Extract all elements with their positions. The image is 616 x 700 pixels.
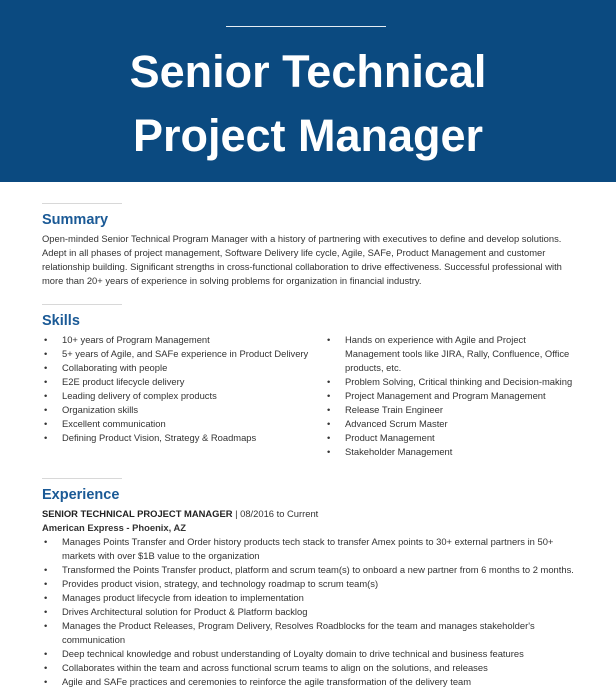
title-line-2: Project Manager (132, 110, 484, 161)
list-item: • Manages product lifecycle from ideation to implementation (42, 591, 582, 605)
job-header (42, 507, 582, 521)
list-item: • Leading delivery of complex products (42, 389, 325, 403)
list-item: • E2E product lifecycle delivery (42, 375, 325, 389)
job-dates: | 08/2016 to Current (232, 508, 319, 519)
section-divider (42, 304, 122, 305)
list-item: • Stakeholder Management (325, 445, 575, 459)
list-item: • Transformed the Points Transfer product, platform and scrum team(s) to onboard a new partner from 6 months to 2 months. (42, 563, 582, 577)
list-item: • Project Management and Program Management (325, 389, 575, 403)
list-item: • Collaborates within the team and across functional scrum teams to align on the solutions, and releases (42, 661, 582, 675)
list-item: • Organization skills (42, 403, 325, 417)
list-item: • Hands on experience with Agile and Project Management tools like JIRA, Rally, Confluence, Office products, etc. (325, 333, 575, 375)
list-item: • Manages the Product Releases, Program Delivery, Resolves Roadblocks for the team and manages stakeholder's communication (42, 619, 582, 647)
list-item: • Advanced Scrum Master (325, 417, 575, 431)
summary-text: Open-minded Senior Technical Program Manager with a history of partnering with executives to define and develop solutions. Adept in all phases of project management, Software Delivery life cycle, Agile, SAFe, Product Management and customer relationship building. Significant strengths in cross-functional collaboration to drive effectiveness. Successful professional with more than 20+ years of experience in solving problems for organization in financial industry. (42, 233, 562, 286)
list-item: • Product Management (325, 431, 575, 445)
company-name: American Express - Phoenix, AZ (42, 522, 186, 533)
experience-heading: Experience (42, 487, 120, 503)
list-item: • Manages Points Transfer and Order history products tech stack to transfer Amex points to 30+ external partners in 50+ markets with over $1B value to the organization (42, 535, 582, 563)
header-rule (226, 26, 386, 27)
resume-header (0, 0, 616, 182)
summary-heading: Summary (42, 212, 109, 228)
skills-heading: Skills (42, 313, 80, 329)
list-item: • Drives Architectural solution for Product & Platform backlog (42, 605, 582, 619)
list-item: • Release Train Engineer (325, 403, 575, 417)
list-item: • Provides product vision, strategy, and technology roadmap to scrum team(s) (42, 577, 582, 591)
skills-right-list (325, 333, 575, 459)
section-divider (42, 203, 122, 204)
section-divider (42, 478, 122, 479)
title-line-1: Senior Technical (129, 46, 487, 97)
list-item: • Collaborating with people (42, 361, 325, 375)
list-item: • Deep technical knowledge and robust understanding of Loyalty domain to drive technical and business features (42, 647, 582, 661)
list-item: • Agile and SAFe practices and ceremonies to reinforce the agile transformation of the delivery team (42, 675, 582, 689)
skills-section (42, 304, 582, 459)
company (42, 521, 582, 535)
page-title (0, 40, 616, 168)
job-title: SENIOR TECHNICAL PROJECT MANAGER (42, 508, 233, 519)
list-item: • Defining Product Vision, Strategy & Roadmaps (42, 431, 325, 445)
skills-left-list (42, 333, 325, 459)
experience-bullets (42, 535, 582, 689)
list-item: • Excellent communication (42, 417, 325, 431)
list-item: • Problem Solving, Critical thinking and Decision-making (325, 375, 575, 389)
list-item: • 5+ years of Agile, and SAFe experience in Product Delivery (42, 347, 325, 361)
experience-section (42, 478, 582, 689)
summary-section (42, 203, 582, 288)
list-item: • 10+ years of Program Management (42, 333, 325, 347)
